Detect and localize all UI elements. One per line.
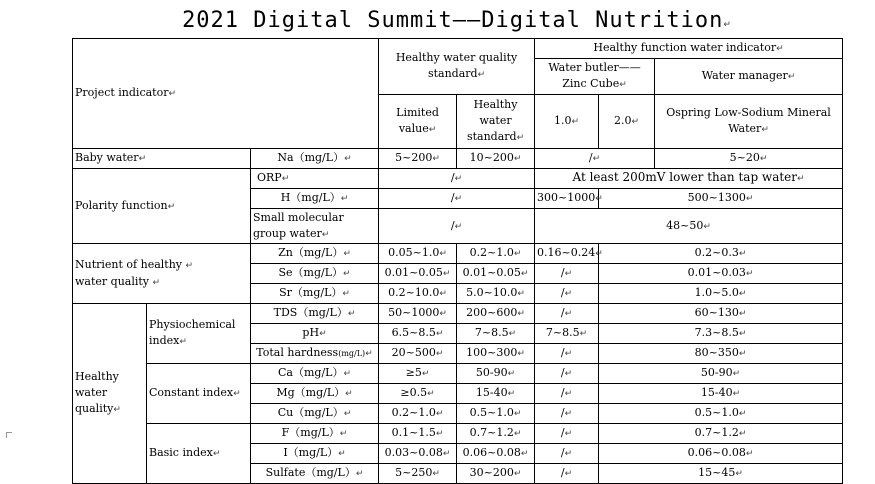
v20-cell: 0.01~0.03↵ <box>599 264 843 284</box>
limited-cell: 0.01~0.05↵ <box>379 264 457 284</box>
v10-cell: /↵ <box>535 264 599 284</box>
corner-mark <box>6 432 12 438</box>
document-title: 2021 Digital Summit——Digital Nutrition↵ <box>182 8 732 33</box>
table-row <box>73 304 843 324</box>
limited-value-header: Limited value↵ <box>379 95 457 149</box>
limited-cell: 0.03~0.08↵ <box>379 444 457 464</box>
v10-cell: 300~1000↵ <box>535 189 599 209</box>
healthy-cell: 100~300↵ <box>457 344 535 364</box>
healthy-water-quality-label: Healthy water quality↵ <box>73 304 147 484</box>
limited-cell: 5~250↵ <box>379 464 457 484</box>
v20-cell: 0.06~0.08↵ <box>599 444 843 464</box>
project-indicator-header: Project indicator↵ <box>73 39 379 149</box>
healthy-water-standard-header: Healthy water standard↵ <box>457 95 535 149</box>
param-cell: Cu（mg/L）↵ <box>251 404 379 424</box>
param-cell: Ca（mg/L）↵ <box>251 364 379 384</box>
healthy-cell: 0.5~1.0↵ <box>457 404 535 424</box>
manager-cell: 5~20↵ <box>655 149 843 169</box>
basic-index-label: Basic index↵ <box>147 424 251 484</box>
standard-cell: /↵ <box>379 169 535 189</box>
v10-cell: /↵ <box>535 384 599 404</box>
param-cell: Se（mg/L）↵ <box>251 264 379 284</box>
v10-cell: /↵ <box>535 424 599 444</box>
healthy-cell: 7~8.5↵ <box>457 324 535 344</box>
limited-cell: 0.1~1.5↵ <box>379 424 457 444</box>
param-cell: pH↵ <box>251 324 379 344</box>
version-1-header: 1.0↵ <box>535 95 599 149</box>
v20-cell: 50-90↵ <box>599 364 843 384</box>
table-row <box>73 149 843 169</box>
v10-cell: 0.16~0.24↵ <box>535 244 599 264</box>
v20-cell: 500~1300↵ <box>599 189 843 209</box>
table-row <box>73 169 843 189</box>
hwq-standard-header: Healthy water quality standard↵ <box>379 39 535 95</box>
param-cell: ORP↵ <box>251 169 379 189</box>
v20-cell: 7.3~8.5↵ <box>599 324 843 344</box>
baby-water-label: Baby water↵ <box>73 149 251 169</box>
hfw-indicator-header: Healthy function water indicator↵ <box>535 39 843 59</box>
v10-cell: /↵ <box>535 364 599 384</box>
physiochemical-index-label: Physiochemical index↵ <box>147 304 251 364</box>
healthy-cell: 0.06~0.08↵ <box>457 444 535 464</box>
constant-index-label: Constant index↵ <box>147 364 251 424</box>
param-cell: Small molecular group water↵ <box>251 209 379 244</box>
v20-cell: 1.0~5.0↵ <box>599 284 843 304</box>
v20-cell: 15~45↵ <box>599 464 843 484</box>
v20-cell: 15-40↵ <box>599 384 843 404</box>
v20-cell: 60~130↵ <box>599 304 843 324</box>
limited-cell: 0.2~1.0↵ <box>379 404 457 424</box>
table-row <box>73 244 843 264</box>
v10-cell: /↵ <box>535 304 599 324</box>
ospring-header: Ospring Low-Sodium Mineral Water↵ <box>655 95 843 149</box>
standard-cell: /↵ <box>379 209 535 244</box>
param-cell: Sulfate（mg/L）↵ <box>251 464 379 484</box>
param-cell: I（mg/L）↵ <box>251 444 379 464</box>
limited-cell: 0.2~10.0↵ <box>379 284 457 304</box>
limited-cell: 5~200↵ <box>379 149 457 169</box>
v10-cell: /↵ <box>535 344 599 364</box>
limited-cell: 20~500↵ <box>379 344 457 364</box>
table-row <box>73 364 843 384</box>
healthy-cell: 0.7~1.2↵ <box>457 424 535 444</box>
v20-cell: 0.7~1.2↵ <box>599 424 843 444</box>
limited-cell: 6.5~8.5↵ <box>379 324 457 344</box>
healthy-cell: 5.0~10.0↵ <box>457 284 535 304</box>
limited-cell: ≥5↵ <box>379 364 457 384</box>
limited-cell: 50~1000↵ <box>379 304 457 324</box>
param-cell: Mg（mg/L）↵ <box>251 384 379 404</box>
v10-cell: /↵ <box>535 444 599 464</box>
v10-cell: 7~8.5↵ <box>535 324 599 344</box>
param-cell: H（mg/L）↵ <box>251 189 379 209</box>
small-molecular-value-cell: 48~50↵ <box>535 209 843 244</box>
polarity-function-label: Polarity function↵ <box>73 169 251 244</box>
v10-cell: /↵ <box>535 284 599 304</box>
butler-cell: /↵ <box>535 149 655 169</box>
param-cell: F（mg/L）↵ <box>251 424 379 444</box>
nutrition-table <box>72 38 843 484</box>
healthy-cell: 0.2~1.0↵ <box>457 244 535 264</box>
param-cell: Total hardness(mg/L)↵ <box>251 344 379 364</box>
limited-cell: 0.05~1.0↵ <box>379 244 457 264</box>
nutrient-label: Nutrient of healthy ↵ water quality ↵ <box>73 244 251 304</box>
param-cell: Zn（mg/L）↵ <box>251 244 379 264</box>
healthy-cell: 200~600↵ <box>457 304 535 324</box>
healthy-cell: 10~200↵ <box>457 149 535 169</box>
orp-value-cell: At least 200mV lower than tap water↵ <box>535 169 843 189</box>
v20-cell: 80~350↵ <box>599 344 843 364</box>
v20-cell: 0.5~1.0↵ <box>599 404 843 424</box>
param-cell: Sr（mg/L）↵ <box>251 284 379 304</box>
water-manager-header: Water manager↵ <box>655 59 843 95</box>
healthy-cell: 15-40↵ <box>457 384 535 404</box>
param-cell: Na（mg/L）↵ <box>251 149 379 169</box>
healthy-cell: 30~200↵ <box>457 464 535 484</box>
water-butler-header: Water butler——Zinc Cube↵ <box>535 59 655 95</box>
standard-cell: /↵ <box>379 189 535 209</box>
limited-cell: ≥0.5↵ <box>379 384 457 404</box>
table-row <box>73 424 843 444</box>
v20-cell: 0.2~0.3↵ <box>599 244 843 264</box>
healthy-cell: 50-90↵ <box>457 364 535 384</box>
param-cell: TDS（mg/L）↵ <box>251 304 379 324</box>
v10-cell: /↵ <box>535 464 599 484</box>
version-2-header: 2.0↵ <box>599 95 655 149</box>
healthy-cell: 0.01~0.05↵ <box>457 264 535 284</box>
v10-cell: /↵ <box>535 404 599 424</box>
